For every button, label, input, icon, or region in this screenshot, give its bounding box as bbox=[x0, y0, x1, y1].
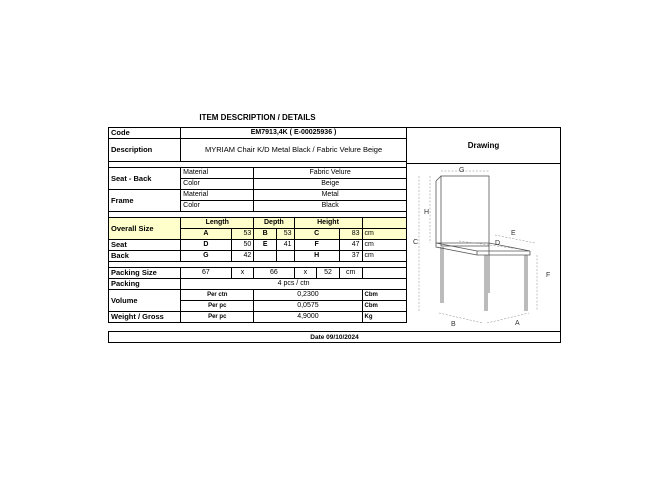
length-header: Length bbox=[181, 218, 254, 229]
row-packing-size bbox=[109, 268, 407, 279]
volume-per-ctn-label: Per ctn bbox=[181, 290, 254, 301]
frame-material-label: Material bbox=[181, 190, 254, 201]
volume-ctn-unit: Cbm bbox=[362, 290, 406, 301]
letter-d: D bbox=[495, 240, 501, 247]
letter-f: F bbox=[546, 272, 551, 279]
weight-label: Weight / Gross bbox=[109, 312, 181, 323]
letter-c: C bbox=[413, 239, 419, 246]
back-h-letter: H bbox=[294, 251, 339, 262]
weight-value: 4,9000 bbox=[254, 312, 362, 323]
document-title: ITEM DESCRIPTION / DETAILS bbox=[199, 113, 316, 122]
row-weight bbox=[109, 312, 407, 323]
volume-per-pc-value: 0,0575 bbox=[254, 301, 362, 312]
code-label: Code bbox=[109, 128, 181, 139]
seat-back-material-label: Material bbox=[181, 168, 254, 179]
depth-header: Depth bbox=[254, 218, 294, 229]
overall-b-value: 53 bbox=[277, 229, 295, 240]
seat-back-material-value: Fabric Velure bbox=[254, 168, 407, 179]
packing-blank bbox=[362, 268, 406, 279]
overall-size-label: Overall Size bbox=[109, 218, 181, 240]
seat-back-color-label: Color bbox=[181, 179, 254, 190]
volume-label: Volume bbox=[109, 290, 181, 312]
packing-length: 67 bbox=[181, 268, 232, 279]
drawing-label: Drawing bbox=[407, 128, 560, 164]
overall-c-value: 83 bbox=[339, 229, 362, 240]
row-seat bbox=[109, 240, 407, 251]
overall-a-value: 53 bbox=[231, 229, 254, 240]
overall-a-letter: A bbox=[181, 229, 232, 240]
overall-c-letter: C bbox=[294, 229, 339, 240]
weight-unit: Kg bbox=[362, 312, 406, 323]
row-frame-material bbox=[109, 190, 407, 201]
size-header-blank bbox=[362, 218, 406, 229]
overall-unit: cm bbox=[362, 229, 406, 240]
letter-b: B bbox=[451, 321, 456, 328]
back-g-value: 42 bbox=[231, 251, 254, 262]
seat-e-letter: E bbox=[254, 240, 277, 251]
seat-back-label: Seat - Back bbox=[109, 168, 181, 190]
date-row: Date 09/10/2024 bbox=[108, 331, 561, 343]
letter-g: G bbox=[459, 167, 465, 174]
weight-per-pc-label: Per pc bbox=[181, 312, 254, 323]
back-label: Back bbox=[109, 251, 181, 262]
packing-unit: cm bbox=[339, 268, 362, 279]
description-label: Description bbox=[109, 139, 181, 162]
seat-d-letter: D bbox=[181, 240, 232, 251]
seat-d-value: 50 bbox=[231, 240, 254, 251]
frame-color-label: Color bbox=[181, 201, 254, 212]
seat-unit: cm bbox=[362, 240, 406, 251]
volume-pc-unit: Cbm bbox=[362, 301, 406, 312]
row-size-headers bbox=[109, 218, 407, 229]
packing-height: 52 bbox=[317, 268, 340, 279]
frame-color-value: Black bbox=[254, 201, 407, 212]
back-h-value: 37 bbox=[339, 251, 362, 262]
height-header: Height bbox=[294, 218, 362, 229]
frame-label: Frame bbox=[109, 190, 181, 212]
seat-label: Seat bbox=[109, 240, 181, 251]
seat-back-color-value: Beige bbox=[254, 179, 407, 190]
row-packing bbox=[109, 279, 407, 290]
row-back bbox=[109, 251, 407, 262]
chair-drawing bbox=[407, 163, 561, 331]
spec-table bbox=[108, 127, 407, 323]
back-blank-letter bbox=[254, 251, 277, 262]
row-seat-back-material bbox=[109, 168, 407, 179]
backrest-shape bbox=[441, 176, 489, 246]
seat-e-value: 41 bbox=[277, 240, 295, 251]
packing-x2: x bbox=[294, 268, 317, 279]
seat-f-letter: F bbox=[294, 240, 339, 251]
back-unit: cm bbox=[362, 251, 406, 262]
row-code bbox=[109, 128, 407, 139]
overall-b-letter: B bbox=[254, 229, 277, 240]
volume-per-ctn-value: 0,2300 bbox=[254, 290, 362, 301]
packing-x1: x bbox=[231, 268, 254, 279]
back-blank-value bbox=[277, 251, 295, 262]
packing-label: Packing bbox=[109, 279, 181, 290]
packing-width: 66 bbox=[254, 268, 294, 279]
back-g-letter: G bbox=[181, 251, 232, 262]
frame-material-value: Metal bbox=[254, 190, 407, 201]
seat-f-value: 47 bbox=[339, 240, 362, 251]
description-value: MYRIAM Chair K/D Metal Black / Fabric Velure Beige bbox=[181, 139, 407, 162]
letter-e: E bbox=[511, 230, 516, 237]
code-value: EM7913,4K ( E-00025936 ) bbox=[181, 128, 407, 139]
row-description bbox=[109, 139, 407, 162]
volume-per-pc-label: Per pc bbox=[181, 301, 254, 312]
letter-h: H bbox=[424, 209, 430, 216]
letter-a: A bbox=[515, 320, 520, 327]
row-volume-ctn bbox=[109, 290, 407, 301]
packing-size-label: Packing Size bbox=[109, 268, 181, 279]
packing-value: 4 pcs / ctn bbox=[181, 279, 407, 290]
